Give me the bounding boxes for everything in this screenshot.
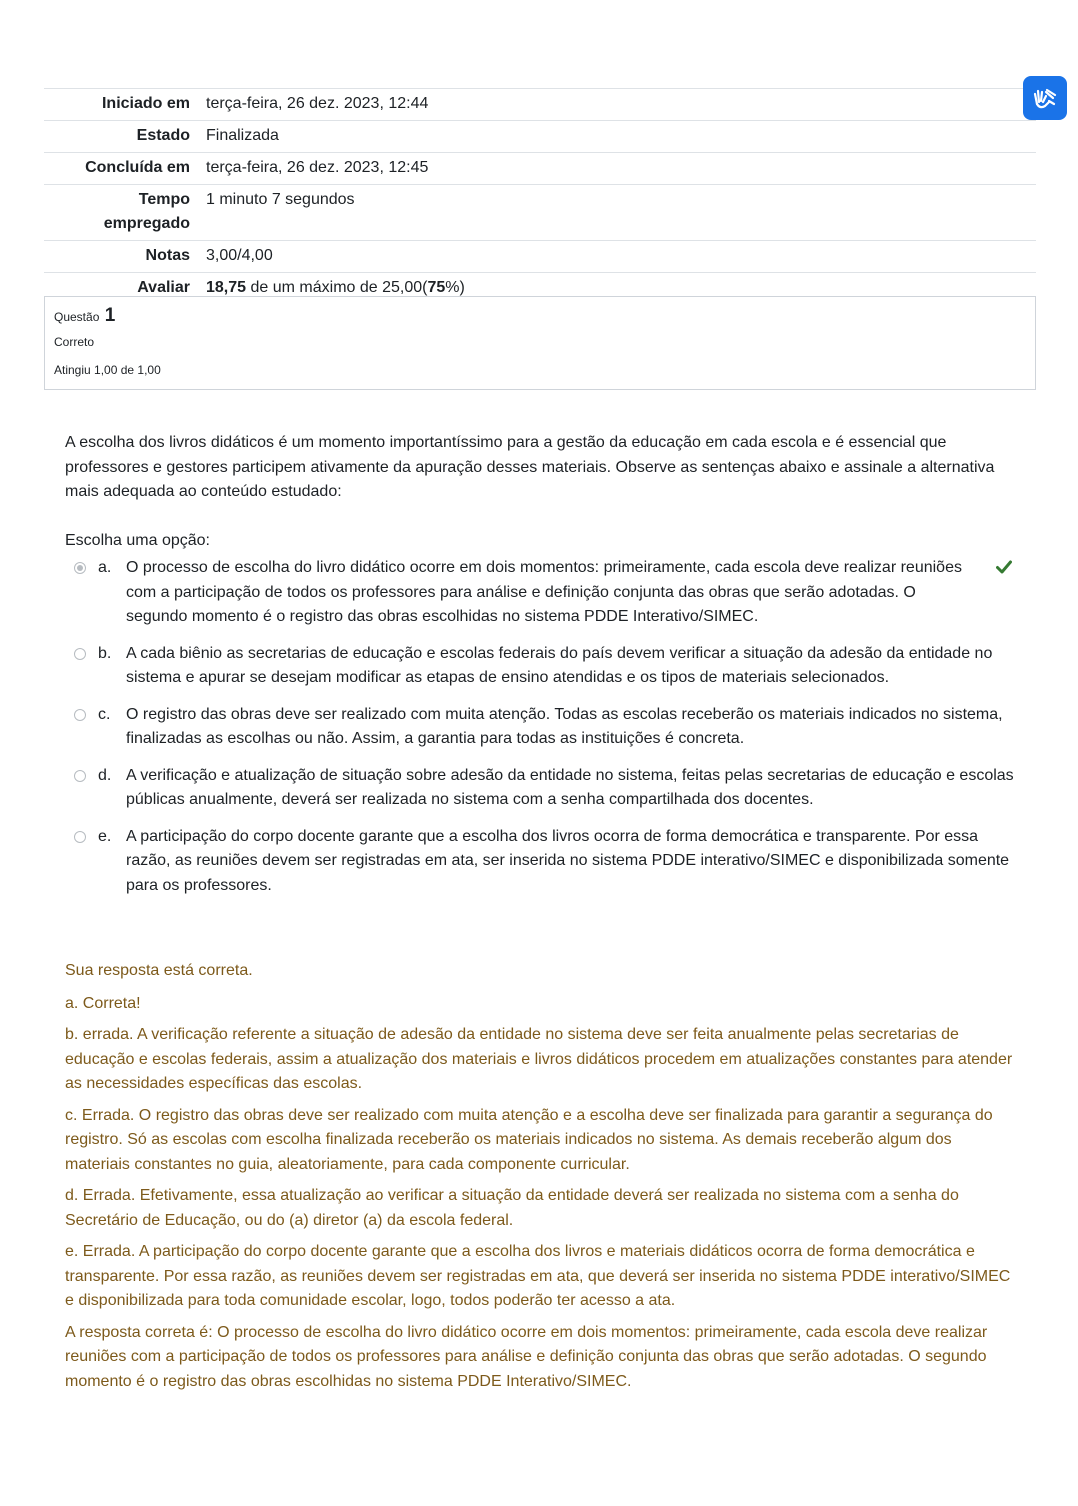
radio-button[interactable] [74,709,86,721]
right-answer: A resposta correta é: O processo de escolha do livro didático ocorre em dois momentos: primeiramente, cada escola deve realizar reuniões com a participação de todos os professores para análise e definição conjunta das obras que serão adotadas. O segundo momento é o registro das obras escolhidas no sistema PDDE Interativo/SIMEC. [65,1323,988,1390]
grade-suffix: %) [445,279,465,296]
answer-option-d[interactable] [65,764,1020,813]
summary-row-marks [44,241,1036,273]
feedback-line: Sua resposta está correta. [65,962,253,979]
option-letter: c. [98,705,111,723]
summary-row-time-taken [44,185,1036,241]
grade-text: de um máximo de 25,00( [246,279,428,296]
question-grade: Atingiu 1,00 de 1,00 [54,363,161,377]
answer-option-b[interactable] [65,642,1020,691]
question-state: Correto [54,335,95,349]
option-letter: a. [98,559,112,576]
accessibility-sign-language-button[interactable] [1023,76,1067,120]
summary-label: Concluída em [44,153,198,185]
summary-label: Estado [44,121,198,153]
feedback-line: b. errada. A verificação referente a situação de adesão da entidade no sistema deve ser feita anualmente pelas secretarias de educação e escolas federais, assim a atualização dos materiais e livros didáticos procedem em atualizações constantes para atender as necessidades específicas das escolas. [65,1026,1013,1092]
answer-options [65,556,1020,910]
summary-value: Finalizada [198,121,1036,153]
summary-value: terça-feira, 26 dez. 2023, 12:45 [198,153,1036,185]
feedback-line: a. Correta! [65,994,141,1012]
radio-button[interactable] [74,770,86,782]
answer-prompt: Escolha uma opção: [65,532,210,549]
option-text: O processo de escolha do livro didático ocorre em dois momentos: primeiramente, cada escola deve realizar reuniões com a participação de todos os professores para análise e definição conjunta das obras que serão adotadas. O segundo momento é o registro das obras escolhidas no sistema PDDE Interativo/SIMEC. [126,559,962,625]
quiz-summary-table [44,88,1036,304]
summary-row-state [44,121,1036,153]
summary-label: Iniciado em [44,89,198,121]
summary-label: Tempo empregado [44,185,198,241]
feedback-line: c. Errada. O registro das obras deve ser realizado com muita atenção e a escolha deve ser finalizada para garantir a segurança do registro. Só as escolas com escolha finalizada receberão os materiais indicados no sistema. As demais receberão algum dos materiais constantes no guia, aleatoriamente, para cada componente curricular. [65,1106,993,1173]
summary-row-completed [44,153,1036,185]
option-letter: e. [98,827,112,845]
correct-check-icon [996,560,1012,574]
option-letter: b. [98,644,112,662]
option-text: A cada biênio as secretarias de educação e escolas federais do país devem verificar a situação da adesão da entidade no sistema e apurar se desejam modificar as etapas de ensino atendidas e os tipos de materiais selecionados. [126,644,993,686]
option-text: A verificação e atualização de situação sobre adesão da entidade no sistema, feitas pelas secretarias de educação e escolas públicas anualmente, deverá ser realizada no sistema com a senha compartilhada dos docentes. [126,766,1014,808]
summary-label: Avaliar [44,273,198,305]
option-text: A participação do corpo docente garante que a escolha dos livros ocorra de forma democrática e transparente. Por essa razão, as reuniões devem ser registradas em ata, ser inserida no sistema PDDE interativo/SIMEC e disponibilizada somente para os professores. [126,827,1010,894]
summary-value: terça-feira, 26 dez. 2023, 12:44 [198,89,1036,121]
grade-score: 18,75 [206,279,247,296]
question-text: A escolha dos livros didáticos é um momento importantíssimo para a gestão da educação em cada escola e é essencial que professores e gestores participem ativamente da apuração desses materiais. Observe as sentenças abaixo e assinale a alternativa mais adequada ao conteúdo estudado: [65,434,995,500]
general-feedback [65,959,1020,1401]
radio-button[interactable] [74,648,86,660]
summary-value: 1 minuto 7 segundos [198,185,1036,241]
hands-sign-language-icon [1031,84,1059,112]
question-info-box [44,296,1036,390]
option-letter: d. [98,766,112,784]
answer-option-a[interactable] [65,556,1020,630]
summary-value: 3,00/4,00 [198,241,1036,273]
summary-row-started [44,89,1036,121]
radio-button-selected[interactable] [74,562,86,574]
answer-option-c[interactable] [65,703,1020,752]
radio-button[interactable] [74,831,86,843]
summary-label: Notas [44,241,198,273]
grade-percent: 75 [427,279,446,296]
answer-option-e[interactable] [65,825,1020,899]
question-number: Questão 1 [54,305,116,326]
option-text: O registro das obras deve ser realizado com muita atenção. Todas as escolas receberão os materiais indicados no sistema, finalizadas as escolhas ou não. Assim, a garantia para todas as instituições é concreta. [126,705,1003,747]
feedback-line: d. Errada. Efetivamente, essa atualização ao verificar a situação da entidade deverá ser realizada no sistema com a senha do Secretário de Educação, ou do (a) diretor (a) da escola federal. [65,1187,959,1229]
feedback-line: e. Errada. A participação do corpo docente garante que a escolha dos livros e materiais didáticos ocorra de forma democrática e transparente. Por essa razão, as reuniões devem ser registradas em ata, que deverá ser inserida no sistema PDDE interativo/SIMEC e disponibilizada para toda comunidade escolar, logo, todos poderão ter acesso a ata. [65,1243,1011,1309]
